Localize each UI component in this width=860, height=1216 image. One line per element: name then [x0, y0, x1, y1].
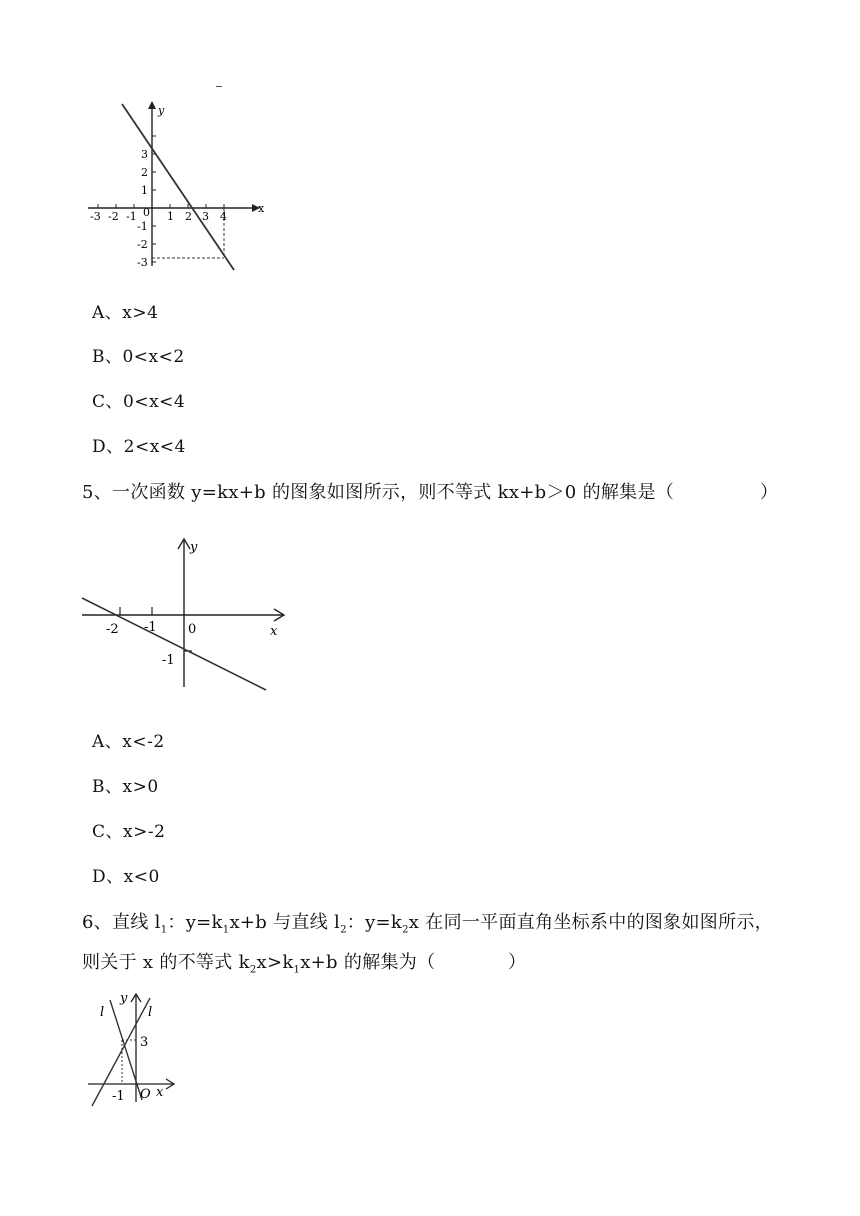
graph-q4: [80, 98, 280, 278]
y-axis-label: y: [158, 104, 165, 117]
y-axis-label: y: [120, 991, 128, 1006]
line-l2-label: l: [148, 1005, 153, 1020]
x-tick-label: -1: [144, 620, 157, 635]
origin-label: O: [140, 1087, 151, 1102]
y-value-label: 3: [140, 1035, 149, 1050]
x-axis-label: x: [156, 1085, 164, 1100]
x-tick-label: -3: [90, 210, 101, 223]
x-value-label: -1: [112, 1089, 125, 1104]
graph-line: [82, 598, 266, 690]
x-tick-label: -2: [106, 622, 119, 637]
option-b[interactable]: B、x>0: [92, 777, 159, 797]
x-tick-label: -1: [126, 210, 137, 223]
y-axis-arrow-icon: [148, 101, 156, 109]
option-a[interactable]: A、x<-2: [92, 732, 165, 752]
x-tick-label: 0: [143, 206, 150, 219]
y-tick-label: -1: [162, 653, 175, 668]
y-tick-label: -2: [137, 238, 148, 251]
x-tick-label: 1: [167, 210, 174, 223]
option-a[interactable]: A、x>4: [92, 303, 159, 323]
x-tick-label: -2: [108, 210, 119, 223]
y-tick-label: -3: [137, 256, 148, 269]
y-tick-label: -1: [137, 220, 148, 233]
answer-paren-close: ）: [508, 952, 526, 973]
x-tick-label: 4: [220, 210, 227, 223]
option-d[interactable]: D、x<0: [92, 867, 160, 887]
option-b[interactable]: B、0<x<2: [92, 347, 185, 367]
option-c[interactable]: C、0<x<4: [92, 392, 186, 412]
stray-mark: [216, 86, 222, 87]
answer-paren-close: ）: [760, 482, 778, 503]
y-tick-label: 1: [141, 184, 148, 197]
question-6-line-1: 6、直线 $l_1$：$y=k_1x+b$ 与直线 $l_2$：$y=k_2x$ 在同一平面直角坐标系中的图象如图所示，: [82, 912, 773, 936]
origin-label: 0: [188, 622, 197, 637]
option-d[interactable]: D、2<x<4: [92, 437, 186, 457]
graph-q6: [84, 990, 184, 1108]
x-tick-label: 3: [202, 210, 209, 223]
x-axis-label: x: [270, 624, 278, 639]
x-axis-label: x: [258, 202, 265, 215]
y-tick-label: 3: [141, 148, 148, 161]
option-c[interactable]: C、x>-2: [92, 822, 166, 842]
x-tick-label: 2: [185, 210, 192, 223]
y-axis-label: y: [190, 540, 198, 555]
line-l1-label: l: [100, 1005, 105, 1020]
y-tick-label: 2: [141, 166, 148, 179]
graph-q5: [78, 535, 298, 697]
line-l1: [110, 1000, 142, 1100]
question-6-line-2: 则关于 x 的不等式 $k_2x>k_1x+b$ 的解集为（: [82, 952, 436, 976]
question-5-text: 5、一次函数 y=kx+b 的图象如图所示，则不等式 kx+b＞0 的解集是（: [82, 482, 675, 503]
